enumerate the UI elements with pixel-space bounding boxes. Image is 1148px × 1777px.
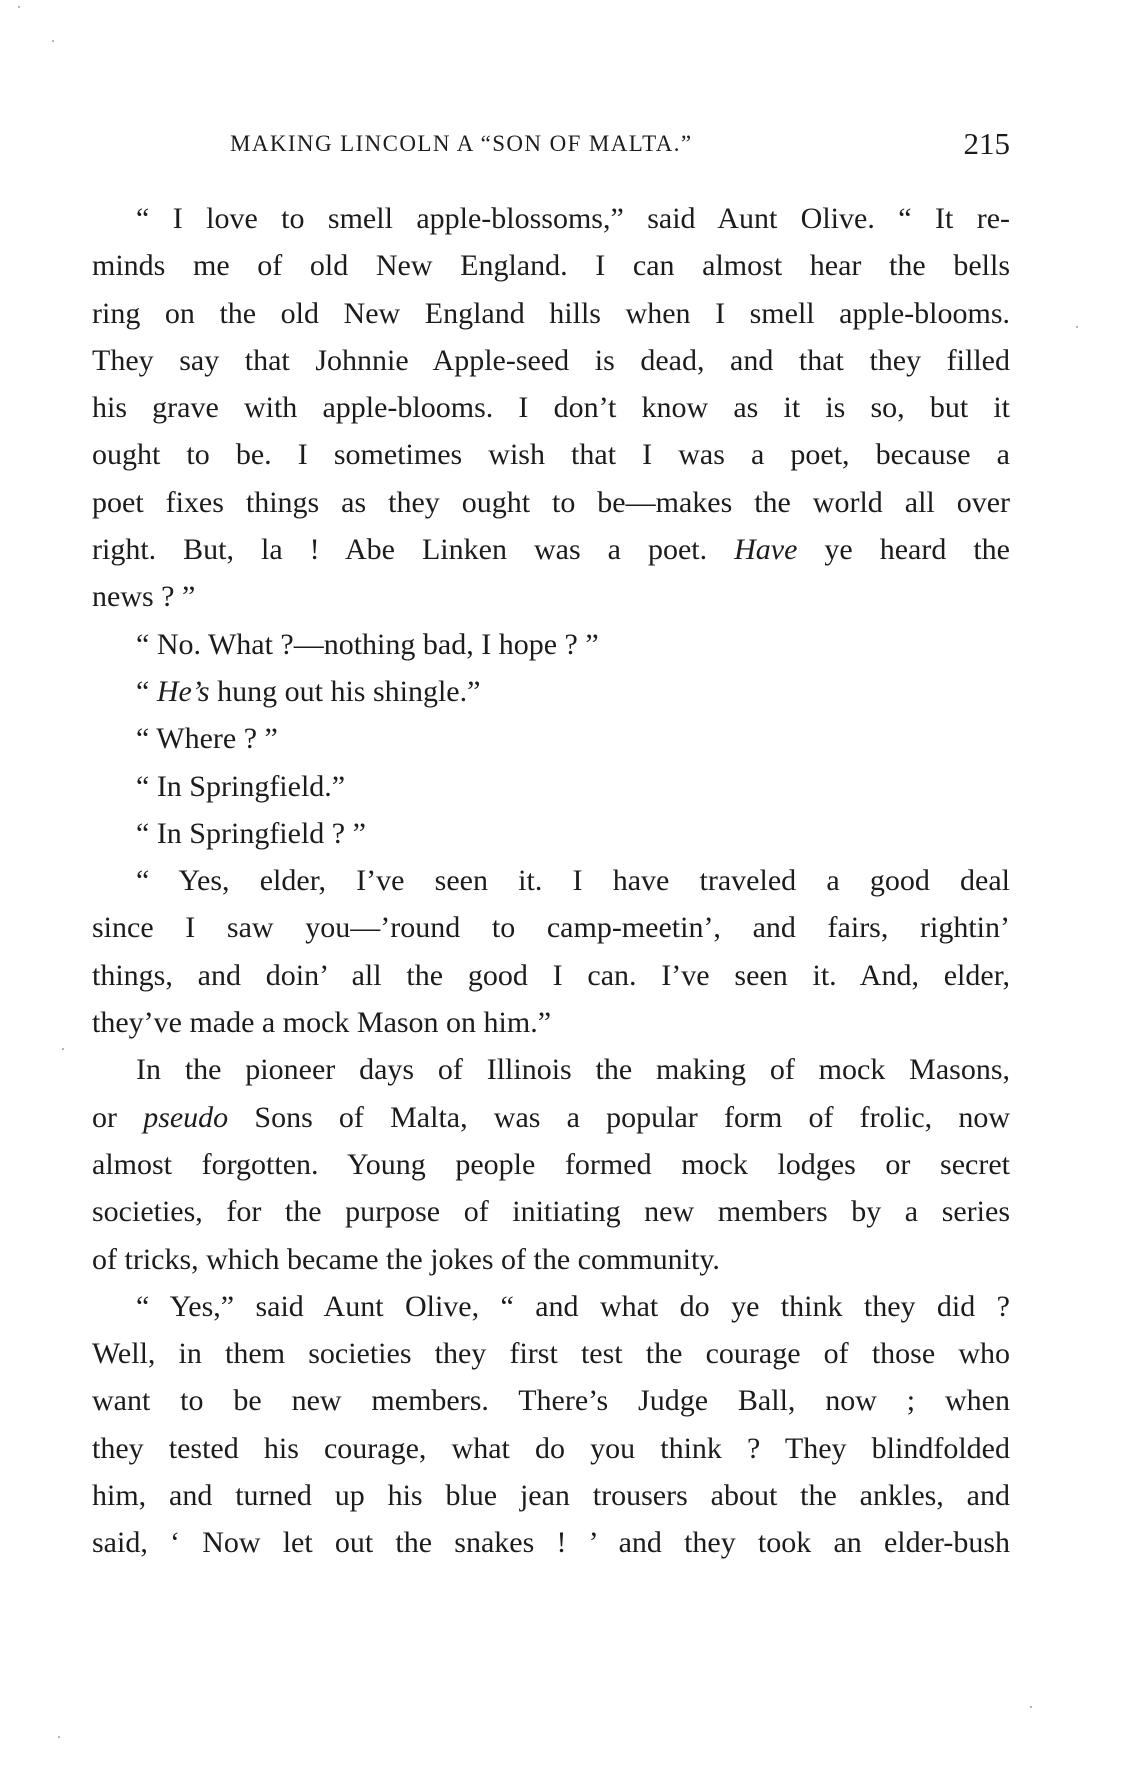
italic-emphasis: He’s	[156, 674, 210, 708]
text-line: they tested his courage, what do you think ? They blindfolded	[92, 1431, 1010, 1465]
scan-speck	[1076, 326, 1078, 328]
italic-emphasis: pseudo	[143, 1100, 229, 1134]
page-number: 215	[963, 126, 1010, 161]
text-line: want to be new members. There’s Judge Ball, now ; when	[92, 1384, 1010, 1418]
text-line: of tricks, which became the jokes of the community.	[92, 1242, 720, 1276]
text-line: “ In Springfield.”	[136, 769, 346, 803]
text-line: his grave with apple-blooms. I don’t know as it is so, but it	[92, 391, 1010, 425]
text-line: “ No. What ?—nothing bad, I hope ? ”	[136, 627, 599, 661]
text-line: “ I love to smell apple-blossoms,” said Aunt Olive. “ It re-	[136, 202, 1010, 235]
text-line: They say that Johnnie Apple-seed is dead, and that they filled	[92, 343, 1010, 377]
text-line: In the pioneer days of Illinois the making of mock Masons,	[136, 1053, 1010, 1087]
text-line: “ He’s hung out his shingle.”	[136, 674, 481, 708]
scan-speck	[1030, 1706, 1032, 1708]
text-line: news ? ”	[92, 580, 196, 614]
text-line: ought to be. I sometimes wish that I was a poet, because a	[92, 438, 1010, 472]
text-line: ring on the old New England hills when I smell apple-blooms.	[92, 296, 1010, 330]
scan-speck	[18, 6, 20, 8]
text-line: or pseudo Sons of Malta, was a popular form of frolic, now	[92, 1100, 1010, 1134]
text-line: him, and turned up his blue jean trousers about the ankles, and	[92, 1479, 1010, 1513]
text-line: things, and doin’ all the good I can. I’ve seen it. And, elder,	[92, 958, 1010, 992]
running-title: MAKING LINCOLN A “SON OF MALTA.”	[230, 131, 693, 156]
text-line: Well, in them societies they first test the courage of those who	[92, 1337, 1010, 1371]
running-head	[92, 128, 1010, 168]
text-line: societies, for the purpose of initiating new members by a series	[92, 1195, 1010, 1229]
scan-speck	[62, 1048, 64, 1050]
text-line: right. But, la ! Abe Linken was a poet. Have ye heard the	[92, 533, 1010, 567]
text-line: “ Yes, elder, I’ve seen it. I have traveled a good deal	[136, 864, 1010, 898]
text-line: “ In Springfield ? ”	[136, 816, 366, 850]
text-line: almost forgotten. Young people formed mock lodges or secret	[92, 1147, 1010, 1181]
text-line: they’ve made a mock Mason on him.”	[92, 1006, 552, 1040]
text-line: said, ‘ Now let out the snakes ! ’ and they took an elder-bush	[92, 1526, 1010, 1560]
text-line: minds me of old New England. I can almost hear the bells	[92, 249, 1010, 283]
body-text	[92, 195, 1010, 1567]
scan-speck	[58, 1736, 60, 1738]
italic-emphasis: Have	[734, 533, 798, 567]
scan-speck	[52, 40, 54, 42]
text-line: since I saw you—’round to camp-meetin’, and fairs, rightin’	[92, 911, 1010, 945]
text-line: “ Where ? ”	[136, 722, 278, 756]
text-line: “ Yes,” said Aunt Olive, “ and what do ye think they did ?	[136, 1289, 1010, 1323]
text-line: poet fixes things as they ought to be—makes the world all over	[92, 485, 1010, 519]
